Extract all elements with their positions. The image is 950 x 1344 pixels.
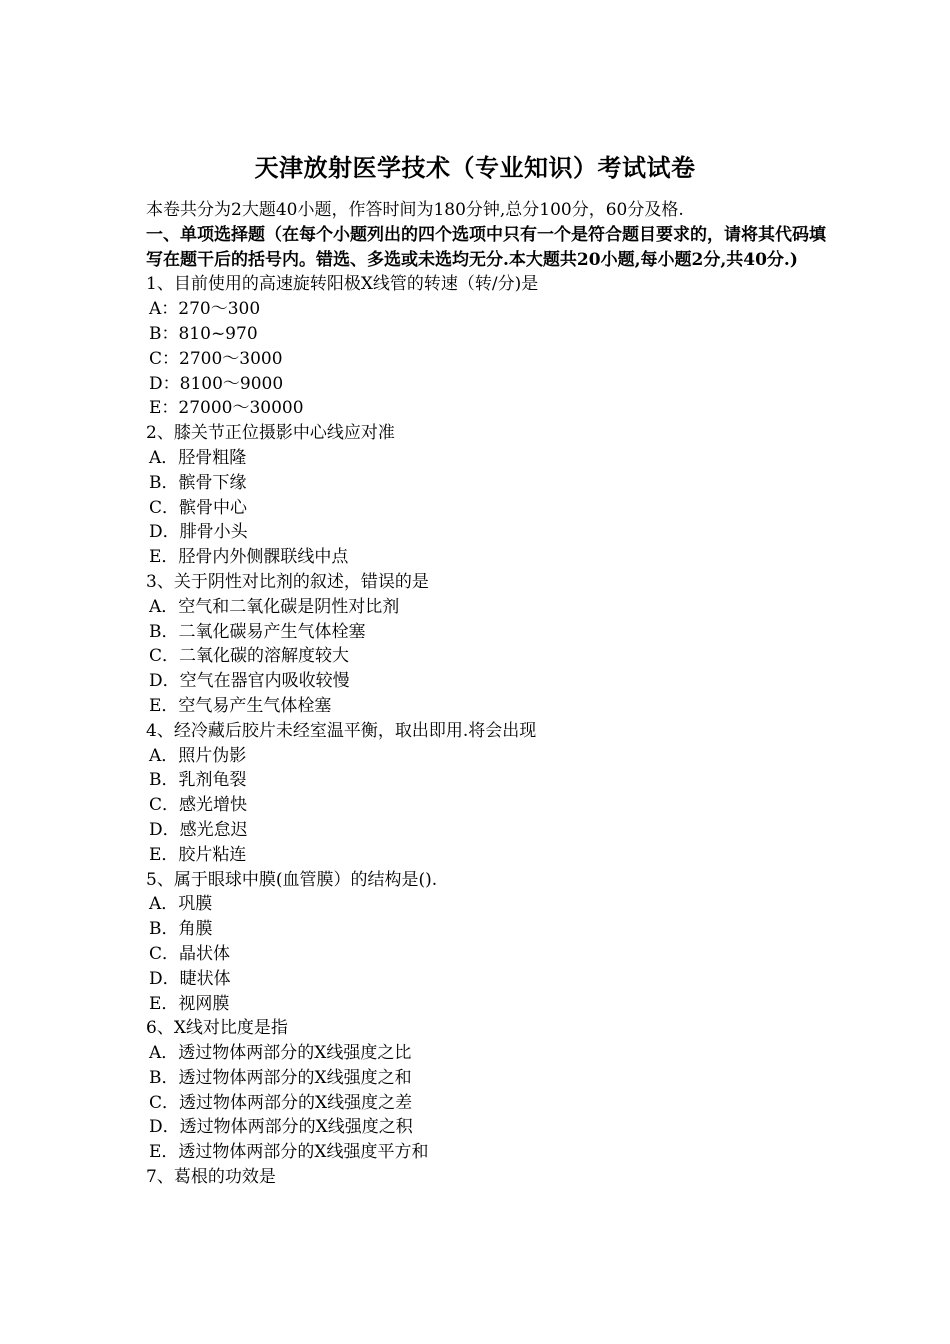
option-e: E．透过物体两部分的X线强度平方和: [149, 1142, 429, 1163]
option-c: C：2700～3000: [149, 348, 283, 369]
page-title: 天津放射医学技术（专业知识）考试试卷: [254, 153, 696, 182]
option-b: B．乳剂龟裂: [149, 770, 247, 791]
option-d: D．腓骨小头: [149, 522, 248, 543]
question-stem: 5、属于眼球中膜(血管膜）的结构是().: [146, 869, 438, 890]
option-d: D．空气在器官内吸收较慢: [149, 671, 350, 692]
option-a: A．胫骨粗隆: [149, 447, 247, 468]
option-b: B：810~970: [149, 323, 258, 344]
option-e: E．空气易产生气体栓塞: [149, 695, 332, 716]
option-d: D．感光怠迟: [149, 819, 248, 840]
option-c: C．感光增快: [149, 795, 248, 816]
question-4: [146, 719, 826, 868]
option-b: B．透过物体两部分的X线强度之和: [149, 1067, 412, 1088]
question-stem: 7、葛根的功效是: [146, 1167, 276, 1188]
option-e: E．胫骨内外侧髁联线中点: [149, 547, 349, 568]
option-b: B．角膜: [149, 919, 213, 940]
option-e: E：27000～30000: [149, 398, 304, 419]
question-1: [146, 272, 826, 421]
option-a: A．空气和二氧化碳是阴性对比剂: [149, 596, 400, 617]
question-5: [146, 868, 826, 1017]
option-a: A．照片伪影: [149, 745, 247, 766]
option-c: C．晶状体: [149, 943, 231, 964]
question-7: [146, 1165, 826, 1190]
question-stem: 3、关于阴性对比剂的叙述，错误的是: [146, 571, 429, 592]
section-heading: 一、单项选择题（在每个小题列出的四个选项中只有一个是符合题目要求的，请将其代码填写在题干后的括号内。错选、多选或未选均无分.本大题共20小题,每小题2分,共40分.): [146, 224, 826, 270]
option-c: C．二氧化碳的溶解度较大: [149, 646, 350, 667]
exam-content: [146, 198, 826, 1190]
question-stem: 4、经冷藏后胶片未经室温平衡，取出即用.将会出现: [146, 720, 537, 741]
option-e: E．视网膜: [149, 993, 230, 1014]
question-6: [146, 1016, 826, 1165]
option-b: B．髌骨下缘: [149, 472, 247, 493]
exam-intro: 本卷共分为2大题40小题，作答时间为180分钟,总分100分，60分及格.: [146, 200, 684, 220]
option-e: E．胶片粘连: [149, 844, 247, 865]
option-d: D．睫状体: [149, 968, 231, 989]
question-stem: 2、膝关节正位摄影中心线应对准: [146, 423, 395, 444]
question-stem: 6、X线对比度是指: [146, 1018, 288, 1039]
question-3: [146, 570, 826, 719]
option-a: A：270～300: [149, 299, 261, 320]
option-c: C．透过物体两部分的X线强度之差: [149, 1092, 413, 1113]
option-d: D：8100～9000: [149, 373, 284, 394]
option-b: B．二氧化碳易产生气体栓塞: [149, 621, 366, 642]
option-a: A．巩膜: [149, 894, 213, 915]
option-d: D．透过物体两部分的X线强度之积: [149, 1117, 413, 1138]
option-c: C．髌骨中心: [149, 497, 248, 518]
option-a: A．透过物体两部分的X线强度之比: [149, 1043, 412, 1064]
question-stem: 1、目前使用的高速旋转阳极X线管的转速（转/分)是: [146, 274, 539, 295]
question-2: [146, 421, 826, 570]
